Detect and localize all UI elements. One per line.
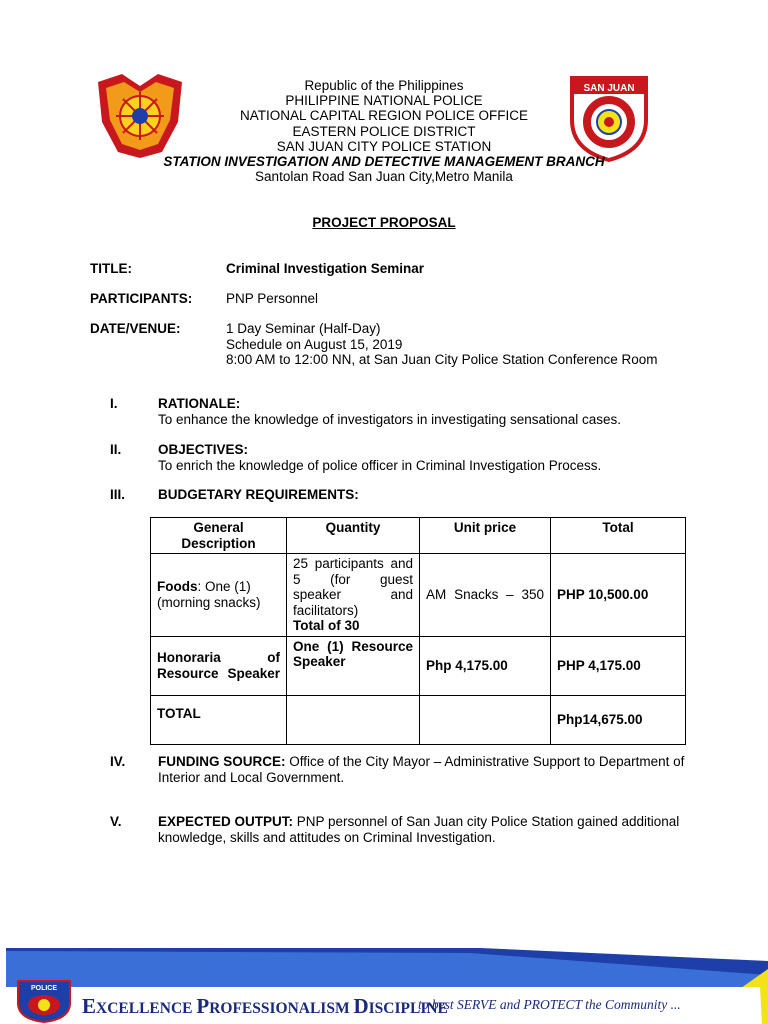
section-number: V. [110,814,122,829]
table-cell [420,695,551,744]
section-heading: FUNDING SOURCE: [158,754,286,769]
budget-table [150,517,686,745]
section-text: PNP personnel of San Juan city Police Station gained additional knowledge, skills and attitudes on Criminal Investigation. [158,814,680,845]
participants-label: PARTICIPANTS: [90,291,193,306]
document-title: PROJECT PROPOSAL [312,215,456,230]
section-expected-output [110,814,700,845]
date-venue-value [226,321,686,368]
section-number: I. [110,396,118,411]
column-header: Quantity [287,518,420,554]
motto-word: ISCIPLINE [368,1000,448,1017]
honoraria-qty: One (1) Resource Speaker [293,638,413,669]
column-header: General Description [151,518,287,554]
food-unit-price: AM Snacks – 350 [426,587,544,602]
table-cell [420,554,551,637]
header-line-1: Republic of the Philippines [304,78,464,93]
branch-name: STATION INVESTIGATION AND DETECTIVE MANAGEMENT BRANCH [163,154,605,170]
section-heading: OBJECTIVES: [158,442,249,457]
date-line-1: 1 Day Seminar (Half-Day) [226,321,381,336]
honoraria-total: PHP 4,175.00 [551,636,686,695]
badge-text: POLICE [30,985,58,992]
section-budget [110,487,700,503]
table-cell [287,554,420,637]
date-line-2: Schedule on August 15, 2019 [226,336,403,352]
table-row [151,636,686,695]
honoraria-unit-price: Php 4,175.00 [420,636,551,695]
table-cell [287,695,420,744]
table-cell [151,554,287,637]
column-header: Total [551,518,686,554]
table-row [151,554,686,637]
section-text: To enhance the knowledge of investigators in investigating sensational cases. [158,411,622,427]
address: Santolan Road San Juan City,Metro Manila [255,169,513,185]
grand-total-value: Php14,675.00 [551,695,686,744]
food-total: PHP 10,500.00 [551,554,686,637]
header-line-4: EASTERN POLICE DISTRICT [292,123,476,139]
title-label: TITLE: [90,261,132,276]
section-text: Office of the City Mayor – Administrative Support to Department of Interior and Local Government. [158,754,685,785]
section-number: II. [110,442,122,457]
footer-motto [82,994,448,1019]
motto-initial: P [196,994,210,1018]
section-funding-source [110,754,700,785]
section-heading: EXPECTED OUTPUT: [158,814,294,829]
table-header-row [151,518,686,554]
section-number: IV. [110,754,126,769]
motto-initial: E [82,994,97,1018]
honoraria-desc: Honoraria of Resource Speaker [157,650,280,681]
logo-text: SAN JUAN [583,83,635,94]
date-line-3: 8:00 AM to 12:00 NN, at San Juan City Police Station Conference Room [226,352,658,367]
table-row [151,695,686,744]
header-line-2: PHILIPPINE NATIONAL POLICE [285,93,483,109]
table-cell [151,636,287,695]
section-number: III. [110,487,126,502]
section-text: To enrich the knowledge of police officer in Criminal Investigation Process. [158,457,602,473]
motto-word: XCELLENCE [96,1000,197,1017]
section-heading: RATIONALE: [158,396,241,411]
table-cell [287,636,420,695]
letterhead [0,78,768,184]
participants-value: PNP Personnel [226,291,319,306]
section-heading: BUDGETARY REQUIREMENTS: [158,487,359,502]
section-rationale [110,396,700,427]
section-objectives [110,442,700,473]
header-line-5: SAN JUAN CITY POLICE STATION [276,138,492,154]
motto-word: ROFESSIONALISM [209,1000,354,1017]
title-value: Criminal Investigation Seminar [226,261,425,276]
footer-tagline: to best SERVE and PROTECT the Community ... [418,997,681,1012]
date-venue-label: DATE/VENUE: [90,321,181,336]
food-desc-bold: Foods [157,579,198,595]
motto-initial: D [353,994,369,1018]
column-header: Unit price [420,518,551,554]
food-desc: : One (1) (morning snacks) [157,579,261,610]
food-qty: 25 participants and 5 (for guest speaker and facilitators) [293,556,413,618]
police-badge-icon [14,975,74,1023]
grand-total-label: TOTAL [151,695,287,744]
header-line-3: NATIONAL CAPITAL REGION POLICE OFFICE [239,108,529,124]
food-qty-total: Total of 30 [293,618,360,633]
